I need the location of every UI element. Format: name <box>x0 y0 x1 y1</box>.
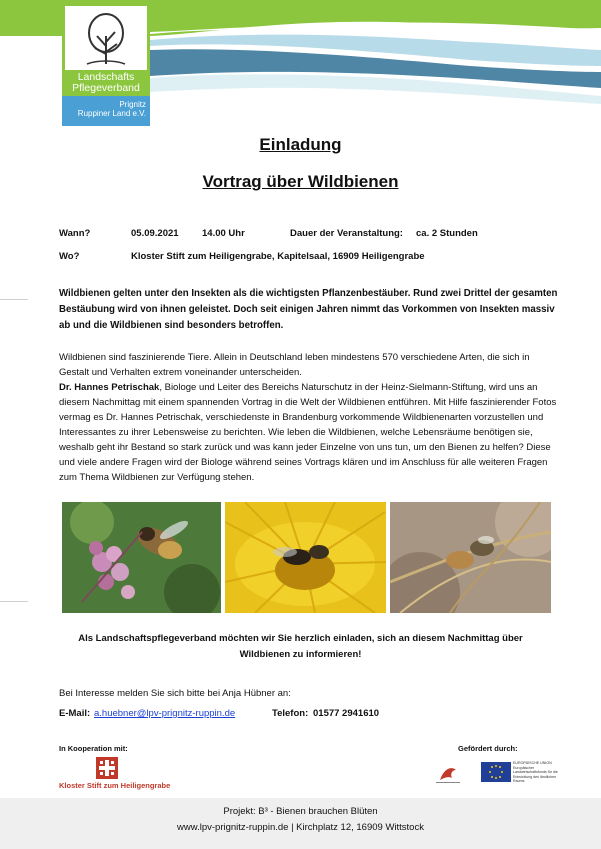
tree-icon <box>65 6 147 70</box>
bee-photo-grass <box>390 502 551 613</box>
cloister-logo-icon <box>96 757 118 779</box>
bee-photo-oregano <box>62 502 221 613</box>
body-paragraph <box>59 350 559 485</box>
brandenburg-eagle-icon <box>434 760 462 788</box>
body-text-2: , Biologe und Leiter des Bereichs Naturschutz in der Heinz-Sielmann-Stiftung, wird uns an diesem Nachmittag mit einem spannenden Vortrag in die Welt der Wildbienen entführen. Mit Hilfe faszinierender Fotos vermag es Dr. Hannes Petrischak, verschiedenste in Brandenburg vorkommende Wildbienenarten vorzustellen und Interessantes zu ihrer Lebensweise zu berichten. Wie leben die Wildbienen, welche Lebensräume benötigen sie, weshalb geht ihr Bestand so stark zurück und was kann jeder Einzelne von uns tun, um den Bienen zu helfen? Diese und viele andere Fragen wird der Biologe während seines Vortrags klären und im Anschluss für alle weiteren Fragen zum Thema Wildbienen zur Verfügung stehen. <box>59 382 557 483</box>
fold-mark-bottom <box>0 601 28 602</box>
body-text-1: Wildbienen sind faszinierende Tiere. Allein in Deutschland leben mindestens 570 verschiedene Arten, die sich in Gestalt und Verhalten extrem voneinander unterscheiden. <box>59 352 530 378</box>
logo-region-band <box>62 96 150 126</box>
page-subtitle: Vortrag über Wildbienen <box>202 172 399 191</box>
invitation-line2: Wildbienen zu informieren! <box>239 649 362 660</box>
contact-intro: Bei Interesse melden Sie sich bitte bei Anja Hübner an: <box>59 688 291 699</box>
bee-photo-yellow-flower <box>225 502 386 613</box>
where-label: Wo? <box>59 251 80 262</box>
speaker-name: Dr. Hannes Petrischak <box>59 382 160 393</box>
fold-mark-top <box>0 299 28 300</box>
event-time: 14.00 Uhr <box>202 228 245 239</box>
email-label: E-Mail: <box>59 708 91 719</box>
invitation-line1: Als Landschaftspflegeverband möchten wir Sie herzlich einladen, sich an diesem Nachmittag über <box>78 633 523 644</box>
intro-paragraph: Wildbienen gelten unter den Insekten als die wichtigsten Pflanzenbestäuber. Rund zwei Drittel der gesamten Bestäubung wird von ihnen geleistet. Doch seit einigen Jahren nimmt das Vorkommen von Insekten massiv ab und die Wildbienen sind besonders betroffen. <box>59 288 558 331</box>
duration-value: ca. 2 Stunden <box>416 228 478 239</box>
logo-region-line1: Prignitz <box>119 100 146 109</box>
funding-label: Gefördert durch: <box>458 744 518 753</box>
phone-label: Telefon: <box>272 708 309 719</box>
phone-number: 01577 2941610 <box>313 708 380 719</box>
logo-text-line1: Landschafts <box>77 71 135 83</box>
cooperation-partner-name: Kloster Stift zum Heiligengrabe <box>59 781 171 790</box>
duration-label: Dauer der Veranstaltung: <box>290 228 403 239</box>
footer-address: www.lpv-prignitz-ruppin.de | Kirchplatz 12, 16909 Wittstock <box>177 822 424 833</box>
footer-project: Projekt: B³ - Bienen brauchen Blüten <box>223 806 378 817</box>
event-date: 05.09.2021 <box>131 228 179 239</box>
page-title: Einladung <box>259 135 342 154</box>
when-label: Wann? <box>59 228 91 239</box>
logo-text-line2: Pflegeverband <box>72 82 140 94</box>
logo-region-line2: Ruppiner Land e.V. <box>77 109 146 118</box>
page-footer <box>0 798 601 849</box>
cooperation-label: In Kooperation mit: <box>59 744 128 753</box>
association-logo <box>62 0 150 126</box>
eu-flag-icon <box>481 762 511 782</box>
eu-funding-text: EUROPÄISCHE UNION Europäischer Landwirtschaftsfonds für die Entwicklung des ländlichen Raums <box>513 761 558 784</box>
email-link[interactable]: a.huebner@lpv-prignitz-ruppin.de <box>94 708 236 719</box>
event-location: Kloster Stift zum Heiligengrabe, Kapitelsaal, 16909 Heiligengrabe <box>131 251 425 262</box>
